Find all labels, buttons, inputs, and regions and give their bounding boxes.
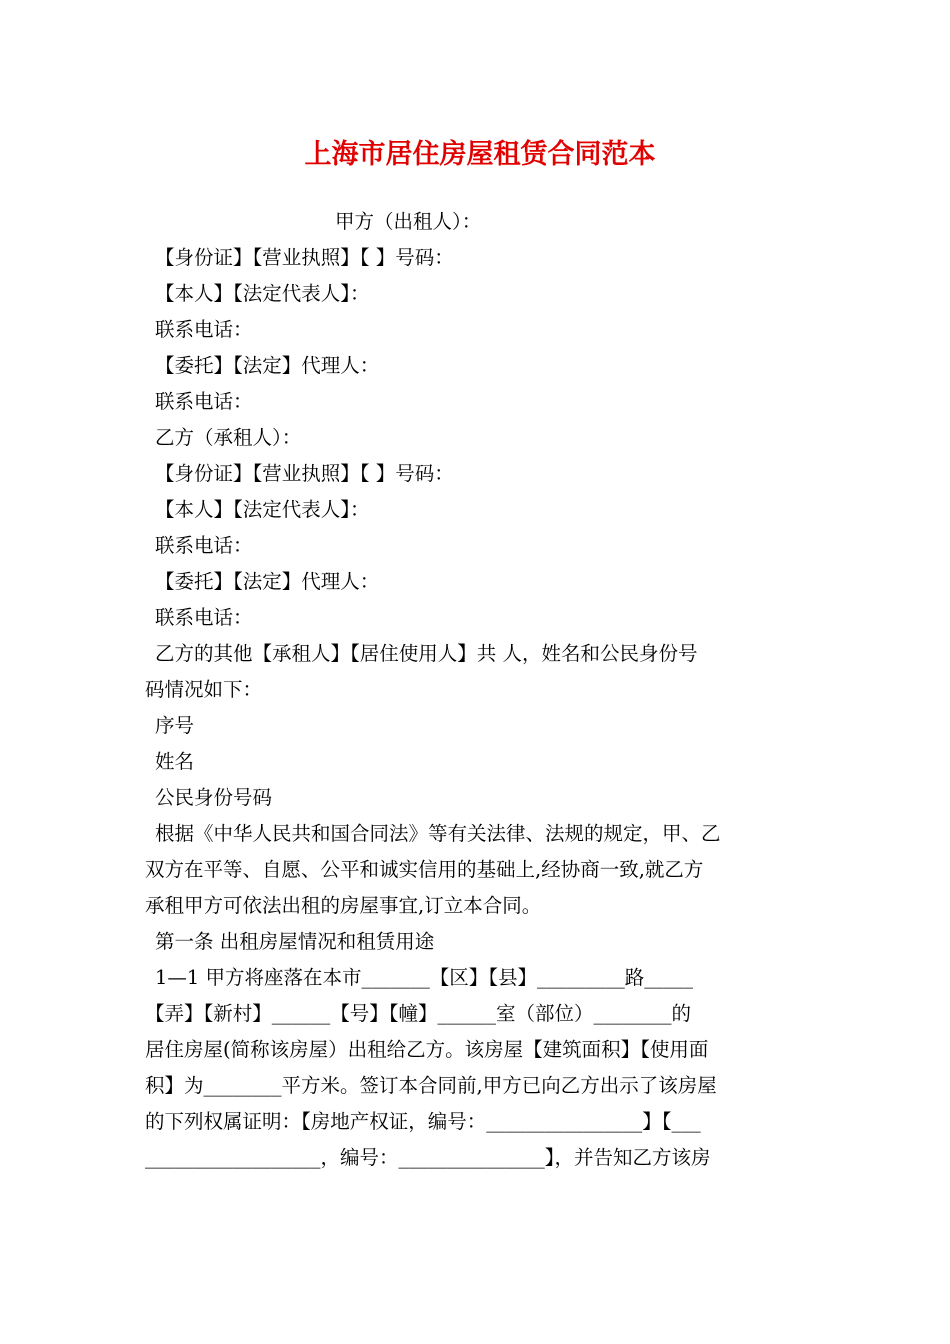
document-title: 上海市居住房屋租赁合同范本 [304,139,656,170]
clause-1-1-line-3: 居住房屋(简称该房屋）出租给乙方。该房屋【建筑面积】【使用面 [145,1038,709,1061]
party-a-phone: 联系电话： [155,318,253,341]
clause-1-1-line-4: 积】为________平方米。签订本合同前,甲方已向乙方出示了该房屋 [145,1074,717,1097]
column-id-number: 公民身份号码 [155,786,273,809]
column-name: 姓名 [155,750,195,773]
preamble-line-1: 根据《中华人民共和国合同法》等有关法律、法规的规定，甲、乙 [155,822,721,845]
party-b-heading: 乙方（承租人）： [155,426,302,449]
party-a-representative: 【本人】【法定代表人】： [155,282,370,305]
party-b-representative: 【本人】【法定代表人】： [155,498,370,521]
party-b-agent: 【委托】【法定】代理人： [155,570,380,593]
clause-1-1-line-5: 的下列权属证明：【房地产权证，编号：________________】【___ [145,1110,701,1133]
clause-1-1-line-1: 1—1 甲方将座落在本市_______【区】【县】_________路_____ [155,966,694,989]
clause-1-1-line-6: __________________，编号：_______________】，并告知乙方该房 [145,1146,711,1169]
party-a-heading: 甲方（出租人）： [335,210,482,233]
party-a-id-number: 【身份证】【营业执照】【 】号码： [155,246,454,269]
party-a-agent-phone: 联系电话： [155,390,253,413]
party-a-agent: 【委托】【法定】代理人： [155,354,380,377]
preamble-line-3: 承租甲方可依法出租的房屋事宜,订立本合同。 [145,894,542,917]
party-b-phone: 联系电话： [155,534,253,557]
column-serial-number: 序号 [155,714,195,737]
party-b-id-number: 【身份证】【营业执照】【 】号码： [155,462,454,485]
other-tenants-line-cont: 码情况如下： [145,678,263,701]
clause-1-1-line-2: 【弄】【新村】______【号】【幢】______室（部位）________的 [145,1002,692,1025]
party-b-agent-phone: 联系电话： [155,606,253,629]
preamble-line-2: 双方在平等、自愿、公平和诚实信用的基础上,经协商一致,就乙方 [145,858,704,881]
other-tenants-line: 乙方的其他【承租人】【居住使用人】共 人，姓名和公民身份号 [155,642,698,665]
document-body [145,204,810,1176]
article-1-heading: 第一条 出租房屋情况和租赁用途 [155,930,435,953]
